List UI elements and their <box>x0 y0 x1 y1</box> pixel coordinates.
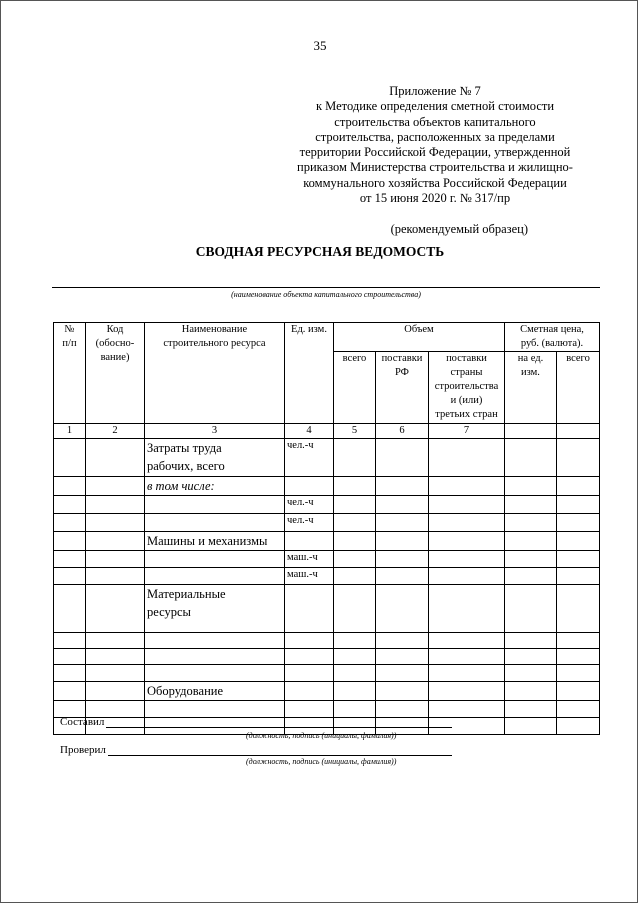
column-number: 4 <box>285 424 334 439</box>
resource-name-cell <box>145 514 285 532</box>
table-cell <box>505 477 557 496</box>
table-cell <box>376 633 429 649</box>
annex-line: приказом Министерства строительства и жилищно- <box>297 160 573 175</box>
table-cell <box>86 514 145 532</box>
table-cell <box>86 585 145 633</box>
table-cell <box>557 718 600 735</box>
table-cell <box>376 701 429 718</box>
table-cell <box>86 532 145 551</box>
header-volume-rf: поставки РФ <box>376 352 429 424</box>
table-cell <box>376 551 429 568</box>
table-row <box>54 568 600 585</box>
table-cell <box>505 701 557 718</box>
column-number <box>557 424 600 439</box>
resource-name-cell <box>145 532 285 551</box>
table-cell <box>429 439 505 477</box>
table-cell <box>376 665 429 682</box>
table-cell <box>505 718 557 735</box>
table-cell <box>86 496 145 514</box>
table-cell <box>429 665 505 682</box>
resource-name-line: Материальные <box>147 587 226 601</box>
table-cell <box>334 496 376 514</box>
resource-name-cell <box>145 649 285 665</box>
table-cell <box>86 568 145 585</box>
column-number: 6 <box>376 424 429 439</box>
table-cell <box>334 532 376 551</box>
table-row <box>54 633 600 649</box>
table-row <box>54 551 600 568</box>
header-price: Сметная цена, руб. (валюта). <box>505 323 600 352</box>
unit-cell <box>285 665 334 682</box>
table-cell <box>505 532 557 551</box>
table-cell <box>376 496 429 514</box>
resource-name-line: рабочих, всего <box>147 459 225 473</box>
table-row <box>54 682 600 701</box>
table-cell <box>334 665 376 682</box>
table-cell <box>557 568 600 585</box>
resource-name-cell <box>145 496 285 514</box>
table-cell <box>86 682 145 701</box>
table-row <box>54 701 600 718</box>
resource-name-line: Затраты труда <box>147 441 222 455</box>
column-number: 2 <box>86 424 145 439</box>
resource-name-line: в том числе: <box>147 479 215 493</box>
resource-name-cell <box>145 701 285 718</box>
table-cell <box>54 532 86 551</box>
table-cell <box>505 649 557 665</box>
unit-cell: чел.-ч <box>285 439 334 477</box>
table-cell <box>86 439 145 477</box>
table-cell <box>429 551 505 568</box>
table-cell <box>429 585 505 633</box>
table-cell <box>557 701 600 718</box>
table-cell <box>557 649 600 665</box>
annex-line: коммунального хозяйства Российской Федерации <box>303 175 567 190</box>
table-cell <box>54 633 86 649</box>
table-cell <box>505 682 557 701</box>
resource-name-cell <box>145 439 285 477</box>
header-code: Код (обосно- вание) <box>86 323 145 424</box>
table-cell <box>54 477 86 496</box>
table-cell <box>86 665 145 682</box>
table-cell <box>557 477 600 496</box>
signature-label: Составил <box>60 716 105 728</box>
table-cell <box>54 551 86 568</box>
table-cell <box>429 568 505 585</box>
table-cell <box>334 701 376 718</box>
resource-name-cell <box>145 585 285 633</box>
table-cell <box>505 568 557 585</box>
page-number: 35 <box>313 38 327 53</box>
unit-cell: маш.-ч <box>285 568 334 585</box>
resource-name-cell <box>145 568 285 585</box>
column-number-row <box>54 424 600 439</box>
table-cell <box>376 682 429 701</box>
document-title: СВОДНАЯ РЕСУРСНАЯ ВЕДОМОСТЬ <box>195 244 445 259</box>
table-cell <box>86 551 145 568</box>
annex-line: к Методике определения сметной стоимости <box>315 99 555 114</box>
table-cell <box>376 532 429 551</box>
table-cell <box>334 682 376 701</box>
table-cell <box>54 514 86 532</box>
unit-cell <box>285 633 334 649</box>
table-cell <box>334 551 376 568</box>
table-cell <box>86 633 145 649</box>
table-cell <box>54 585 86 633</box>
table-cell <box>557 551 600 568</box>
table-cell <box>54 649 86 665</box>
table-cell <box>376 585 429 633</box>
unit-cell <box>285 585 334 633</box>
table-row <box>54 665 600 682</box>
table-cell <box>557 633 600 649</box>
header-volume-country: поставки страны строительства и (или) третьих стран <box>429 352 505 424</box>
table-row <box>54 477 600 496</box>
table-cell <box>334 439 376 477</box>
table-cell <box>557 665 600 682</box>
resource-name-line: ресурсы <box>147 605 191 619</box>
table-cell <box>54 701 86 718</box>
table-cell <box>86 477 145 496</box>
table-cell <box>505 496 557 514</box>
table-cell <box>334 649 376 665</box>
table-cell <box>429 532 505 551</box>
table-cell <box>557 439 600 477</box>
table-cell <box>376 568 429 585</box>
unit-cell <box>285 701 334 718</box>
table-cell <box>86 701 145 718</box>
signature-caption: (должность, подпись (инициалы, фамилия)) <box>246 757 397 766</box>
signature-line <box>106 727 452 728</box>
annex-line: от 15 июня 2020 г. № 317/пр <box>359 191 511 206</box>
object-name-caption: (наименование объекта капитального строительства) <box>231 290 421 299</box>
table-cell <box>429 633 505 649</box>
table-cell <box>334 514 376 532</box>
resource-table <box>53 322 600 735</box>
signature-caption: (должность, подпись (инициалы, фамилия)) <box>246 731 397 740</box>
unit-cell: маш.-ч <box>285 551 334 568</box>
table-cell <box>557 496 600 514</box>
table-cell <box>505 585 557 633</box>
table-row <box>54 649 600 665</box>
table-row <box>54 532 600 551</box>
table-cell <box>429 496 505 514</box>
table-cell <box>505 665 557 682</box>
table-cell <box>429 682 505 701</box>
annex-block <box>270 84 640 238</box>
table-cell <box>376 477 429 496</box>
table-cell <box>505 439 557 477</box>
unit-cell: чел.-ч <box>285 496 334 514</box>
table-cell <box>334 477 376 496</box>
resource-name-cell <box>145 633 285 649</box>
table-cell <box>54 665 86 682</box>
table-cell <box>557 682 600 701</box>
signature-line <box>108 755 452 756</box>
table-cell <box>54 496 86 514</box>
header-resource-name: Наименование строительного ресурса <box>145 323 285 424</box>
header-row <box>54 323 600 352</box>
unit-cell <box>285 682 334 701</box>
header-price-total: всего <box>557 352 600 424</box>
table-cell <box>505 551 557 568</box>
table-cell <box>429 477 505 496</box>
signature-label: Проверил <box>60 744 106 756</box>
column-number: 5 <box>334 424 376 439</box>
annex-line: строительства, расположенных за пределами <box>315 129 555 144</box>
resource-name-cell <box>145 477 285 496</box>
table-cell <box>376 649 429 665</box>
table-cell <box>505 514 557 532</box>
unit-cell <box>285 477 334 496</box>
table-cell <box>376 514 429 532</box>
annex-line: строительства объектов капитального <box>334 114 536 129</box>
unit-cell <box>285 532 334 551</box>
table-row <box>54 439 600 477</box>
annex-line: территории Российской Федерации, утвержденной <box>299 145 571 160</box>
table-cell <box>334 633 376 649</box>
object-name-line <box>52 287 600 288</box>
table-row <box>54 585 600 633</box>
table-cell <box>429 701 505 718</box>
resource-name-cell <box>145 682 285 701</box>
column-number <box>505 424 557 439</box>
resource-name-cell <box>145 551 285 568</box>
table-cell <box>557 514 600 532</box>
table-cell <box>429 649 505 665</box>
header-num: № п/п <box>54 323 86 424</box>
table-cell <box>54 682 86 701</box>
recommended-sample-note: (рекомендуемый образец) <box>390 222 528 237</box>
table-row <box>54 496 600 514</box>
resource-name-cell <box>145 665 285 682</box>
table-cell <box>505 633 557 649</box>
unit-cell <box>285 649 334 665</box>
column-number: 1 <box>54 424 86 439</box>
table-cell <box>429 718 505 735</box>
column-number: 3 <box>145 424 285 439</box>
table-cell <box>557 532 600 551</box>
table-row <box>54 514 600 532</box>
table-cell <box>429 514 505 532</box>
table-cell <box>334 568 376 585</box>
table-cell <box>557 585 600 633</box>
header-volume-total: всего <box>334 352 376 424</box>
table-cell <box>86 649 145 665</box>
unit-cell: чел.-ч <box>285 514 334 532</box>
table-cell <box>54 439 86 477</box>
table-cell <box>54 568 86 585</box>
table-cell <box>376 439 429 477</box>
header-price-unit: на ед. изм. <box>505 352 557 424</box>
column-number: 7 <box>429 424 505 439</box>
header-volume: Объем <box>334 323 505 352</box>
resource-name-line: Машины и механизмы <box>147 534 268 548</box>
header-unit: Ед. изм. <box>285 323 334 424</box>
annex-line: Приложение № 7 <box>389 84 481 98</box>
resource-name-line: Оборудование <box>147 684 224 698</box>
table-cell <box>334 585 376 633</box>
